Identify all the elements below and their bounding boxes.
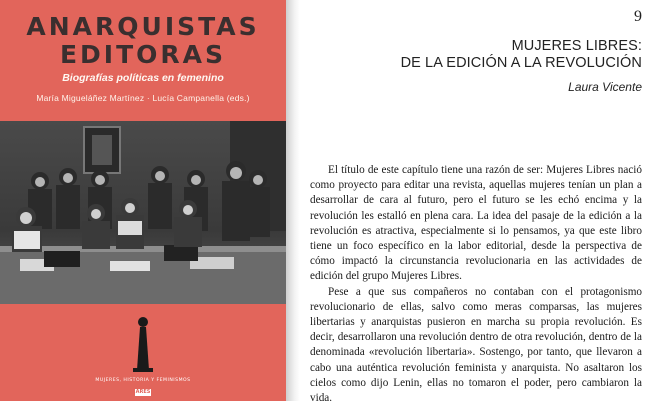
book-page [300, 0, 648, 405]
cover-authors: María Migueláñez Martínez · Lucía Campanella (eds.) [36, 93, 250, 103]
chapter-author: Laura Vicente [568, 80, 642, 94]
imprint-label: MUJERES, HISTORIA Y FEMINISMOS [95, 378, 191, 383]
chapter-title [401, 38, 642, 72]
paragraph-1: El título de este capítulo tiene una razón de ser: Mujeres Libres nació como proyecto para editar una revista, aquellas mujeres tenían un plan a desarrollar de cara al futuro, pero el futuro se les echó encima y la revolución les estalló en plena cara. La idea del pasaje de la edición a la revolución es atractiva, especialmente si lo pensamos, ya que este libro tiene un foco específico en la labor editorial, desde la perspectiva de cómo impactó la circunstancia revolucionaria en las actividades de edición del grupo Mujeres Libres. [310, 164, 642, 283]
chapter-title-line1: MUJERES LIBRES: [511, 38, 642, 54]
cover-subtitle: Biografías políticas en femenino [62, 72, 224, 84]
chapter-body [310, 163, 642, 406]
cover-title-line2: EDITORAS [59, 40, 227, 69]
book-cover [0, 0, 286, 401]
chapter-title-line2: DE LA EDICIÓN A LA REVOLUCIÓN [400, 55, 642, 71]
cover-photo [0, 121, 286, 304]
publisher-logo-icon [131, 316, 155, 372]
book-gutter [286, 0, 300, 401]
paragraph-2: Pese a que sus compañeros no contaban con el protagonismo revolucionario de ellas, salvo como meras comparsas, las mujeres libertarias y anarquistas pusieron en marcha su propia revolución. Es decir, desarrollaron una revolución dentro de otra revolución, dentro de la denominada «revolución libertaria». Sostengo, por tanto, que llevaron a cabo una auténtica revolución feminista y anarquista. No asaltaron los cielos como dijo Lenin, ellas no tomaron el poder, pero cambiaron la vida. [310, 285, 642, 405]
publisher-mark: ARES [135, 389, 151, 395]
page-number: 9 [634, 8, 642, 25]
cover-title-line1: ANARQUISTAS [26, 12, 260, 41]
